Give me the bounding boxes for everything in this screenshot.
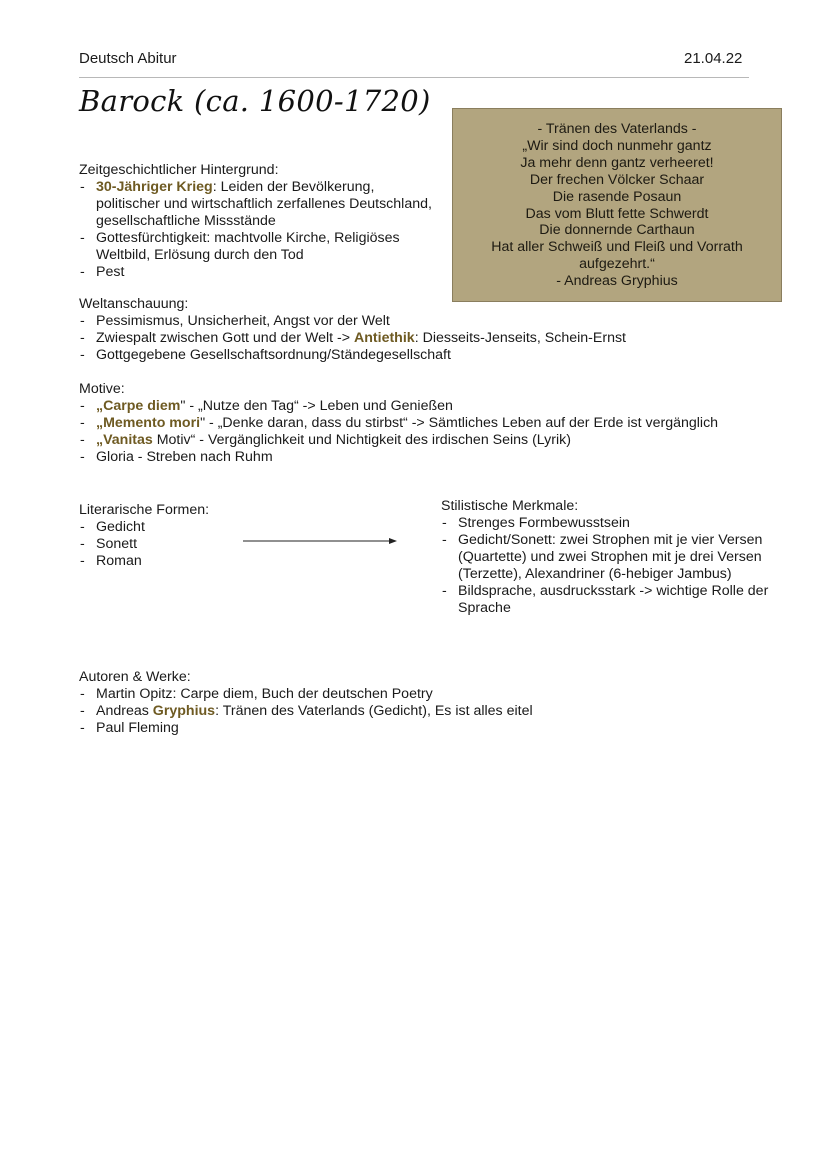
header-date: 21.04.22 (684, 50, 743, 67)
section-heading: Autoren & Werke: (79, 669, 191, 685)
section-heading: Motive: (79, 381, 125, 397)
list-item: - Gloria - Streben nach Ruhm (79, 449, 719, 466)
section-merkmale (441, 498, 781, 617)
poem-line: Die donnernde Carthaun (539, 222, 695, 239)
header-divider (79, 77, 749, 78)
list-item: - Pessimismus, Unsicherheit, Angst vor der Welt (79, 313, 759, 330)
bullet-list (79, 686, 639, 737)
bullet-list (79, 313, 759, 364)
list-item: - Gottgegebene Gesellschaftsordnung/Ständegesellschaft (79, 347, 759, 364)
list-item: - Gedicht (79, 519, 279, 536)
list-item: - Strenges Formbewusstsein (441, 515, 781, 532)
section-heading: Stilistische Merkmale: (441, 498, 579, 514)
section-hintergrund (79, 162, 439, 281)
highlight-term: Gryphius (152, 703, 216, 719)
list-item: - Roman (79, 553, 279, 570)
poem-line: „Wir sind doch nunmehr gantz (522, 137, 712, 154)
poem-line: Das vom Blutt fette Schwerdt (525, 205, 709, 222)
section-weltanschauung (79, 296, 759, 364)
bullet-list (79, 398, 719, 466)
highlight-term: 30-Jähriger Krieg (96, 179, 213, 195)
list-item: - Zwiespalt zwischen Gott und der Welt -> Antiethik: Diesseits-Jenseits, Schein-Ernst (79, 330, 759, 347)
list-item: - „Vanitas Motiv“ - Vergänglichkeit und Nichtigkeit des irdischen Seins (Lyrik) (79, 432, 719, 449)
arrow-right-icon (243, 536, 397, 546)
header-subject: Deutsch Abitur (79, 50, 177, 67)
bullet-list (79, 179, 439, 281)
list-item: - Paul Fleming (79, 720, 639, 737)
list-item: - Gedicht/Sonett: zwei Strophen mit je vier Versen (Quartette) und zwei Strophen mit je drei Versen (Terzette), Alexandriner (6-hebiger Jambus) (441, 532, 781, 583)
page-title: Barock (ca. 1600-1720) (79, 84, 431, 118)
list-item: - „Carpe diem" - „Nutze den Tag“ -> Leben und Genießen (79, 398, 719, 415)
list-item: - „Memento mori" - „Denke daran, dass du stirbst“ -> Sämtliches Leben auf der Erde ist vergänglich (79, 415, 719, 432)
highlight-term: „Memento mori (96, 415, 201, 431)
list-item: - 30-Jähriger Krieg: Leiden der Bevölkerung, politischer und wirtschaftlich zerfallenes Deutschland, gesellschaftliche Missstände (79, 179, 439, 230)
highlight-term: „Vanitas (96, 432, 153, 448)
list-item: - Bildsprache, ausdrucksstark -> wichtige Rolle der Sprache (441, 583, 781, 617)
list-item: - Pest (79, 264, 439, 281)
poem-author: - Andreas Gryphius (556, 273, 678, 290)
poem-line: Die rasende Posaun (552, 188, 682, 205)
highlight-term: „Carpe diem (96, 398, 181, 414)
section-heading: Zeitgeschichtlicher Hintergrund: (79, 162, 279, 178)
poem-line: Hat aller Schweiß und Fleiß und Vorrath (491, 239, 743, 256)
poem-line: Der frechen Völcker Schaar (529, 171, 705, 188)
section-motive (79, 381, 719, 466)
section-heading: Literarische Formen: (79, 502, 210, 518)
poem-line: - Tränen des Vaterlands - (537, 121, 697, 137)
list-item: - Martin Opitz: Carpe diem, Buch der deutschen Poetry (79, 686, 639, 703)
section-heading: Weltanschauung: (79, 296, 189, 312)
list-item: - Andreas Gryphius: Tränen des Vaterlands (Gedicht), Es ist alles eitel (79, 703, 639, 720)
highlight-term: Antiethik (353, 330, 415, 346)
section-autoren (79, 669, 639, 737)
poem-line: aufgezehrt.“ (579, 256, 655, 273)
bullet-list (441, 515, 781, 617)
poem-quote-box (452, 108, 782, 302)
poem-line: Ja mehr denn gantz verheeret! (520, 154, 714, 171)
list-item: - Sonett (79, 536, 279, 553)
list-item: - Gottesfürchtigkeit: machtvolle Kirche, Religiöses Weltbild, Erlösung durch den Tod (79, 230, 439, 264)
